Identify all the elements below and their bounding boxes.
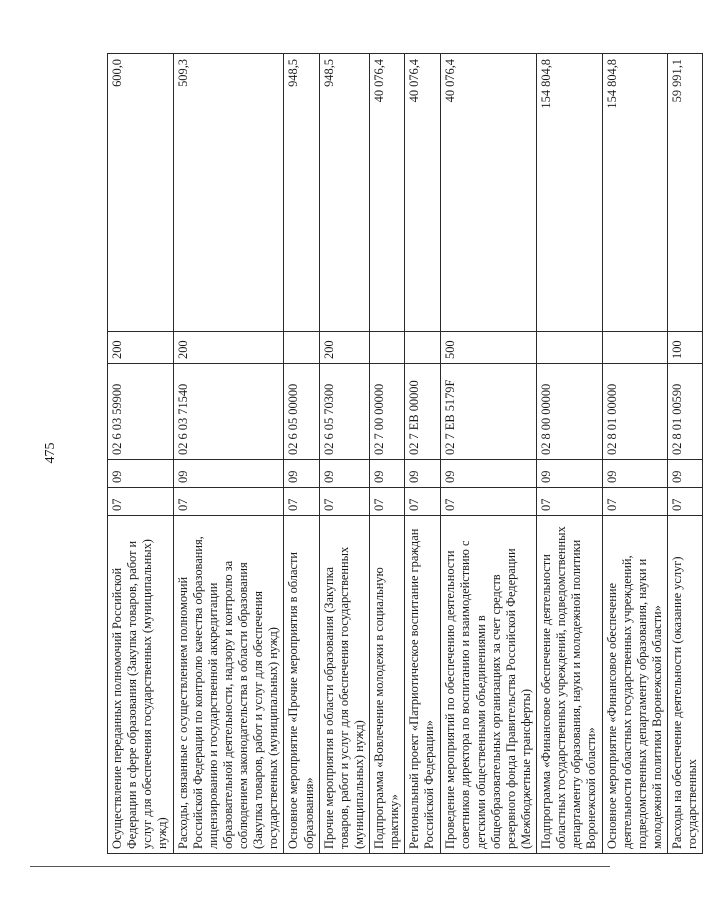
row-target-article: 02 7 00 00000	[370, 364, 405, 460]
table-row	[370, 54, 405, 854]
table-row	[441, 54, 537, 854]
row-subsection: 09	[108, 460, 174, 488]
table-row	[319, 54, 369, 854]
row-section: 07	[405, 488, 441, 516]
row-subsection: 09	[284, 460, 319, 488]
row-expense-type: 200	[108, 332, 174, 364]
row-expense-type: 500	[441, 332, 537, 364]
row-target-article: 02 6 03 59900	[108, 364, 174, 460]
row-name: Региональный проект «Патриотическое воспитание граждан Российской Федерации»	[405, 516, 441, 854]
table-row	[668, 54, 703, 854]
row-amount: 948,5	[284, 54, 319, 332]
row-expense-type	[602, 332, 668, 364]
row-amount: 40 076,4	[370, 54, 405, 332]
row-amount: 40 076,4	[405, 54, 441, 332]
budget-table	[107, 54, 700, 854]
table-row	[284, 54, 319, 854]
row-subsection: 09	[537, 460, 603, 488]
row-section: 07	[173, 488, 284, 516]
row-name: Расходы, связанные с осуществлением полномочий Российской Федерации по контролю качества образования, лицензированию и государственной аккредитации образовательной деятельности, надзору и контролю за соблюдением законодательства в области образования (Закупка товаров, работ и услуг для обеспечения государственных (муниципальных) нужд)	[173, 516, 284, 854]
table-row	[602, 54, 668, 854]
row-name: Осуществление переданных полномочий Российской Федерации в сфере образования (Закупка товаров, работ и услуг для обеспечения государственных (муниципальных) нужд)	[108, 516, 174, 854]
row-subsection: 09	[173, 460, 284, 488]
row-amount: 948,5	[319, 54, 369, 332]
row-section: 07	[602, 488, 668, 516]
row-expense-type: 200	[173, 332, 284, 364]
row-name: Проведение мероприятий по обеспечению деятельности советников директора по воспитанию и взаимодействию с детскими общественными объединениями в общеобразовательных организациях за счет средств резервного фонда Правительства Российской Федерации (Межбюджетные трансферты)	[441, 516, 537, 854]
row-target-article: 02 6 05 70300	[319, 364, 369, 460]
row-name: Подпрограмма «Вовлечение молодежи в социальную практику»	[370, 516, 405, 854]
row-target-article: 02 8 01 00590	[668, 364, 703, 460]
row-target-article: 02 8 00 00000	[537, 364, 603, 460]
row-expense-type: 100	[668, 332, 703, 364]
row-section: 07	[441, 488, 537, 516]
row-section: 07	[284, 488, 319, 516]
row-expense-type	[537, 332, 603, 364]
row-name: Основное мероприятие «Финансовое обеспечение деятельности областных государственных учреждений, подведомственных департаменту образования, науки и молодежной политики Воронежской области»	[602, 516, 668, 854]
row-target-article: 02 8 01 00000	[602, 364, 668, 460]
row-amount: 40 076,4	[441, 54, 537, 332]
row-subsection: 09	[441, 460, 537, 488]
row-amount: 154 804,8	[602, 54, 668, 332]
row-target-article: 02 6 03 71540	[173, 364, 284, 460]
row-section: 07	[537, 488, 603, 516]
row-amount: 600,0	[108, 54, 174, 332]
row-target-article: 02 7 ЕВ 5179F	[441, 364, 537, 460]
row-subsection: 09	[370, 460, 405, 488]
table-row	[537, 54, 603, 854]
row-target-article: 02 6 05 00000	[284, 364, 319, 460]
row-amount: 154 804,8	[537, 54, 603, 332]
row-subsection: 09	[668, 460, 703, 488]
row-expense-type	[405, 332, 441, 364]
row-subsection: 09	[405, 460, 441, 488]
row-section: 07	[370, 488, 405, 516]
row-amount: 59 991,1	[668, 54, 703, 332]
row-name: Прочие мероприятия в области образования (Закупка товаров, работ и услуг для обеспечения государственных (муниципальных) нужд)	[319, 516, 369, 854]
row-expense-type	[370, 332, 405, 364]
table-row	[173, 54, 284, 854]
row-section: 07	[668, 488, 703, 516]
row-amount: 509,3	[173, 54, 284, 332]
bottom-divider	[30, 866, 610, 867]
row-name: Основное мероприятие «Прочие мероприятия в области образования»	[284, 516, 319, 854]
row-expense-type	[284, 332, 319, 364]
page-number: 475	[43, 442, 58, 464]
table-row	[405, 54, 441, 854]
row-section: 07	[108, 488, 174, 516]
budget-table-body	[108, 54, 703, 854]
row-section: 07	[319, 488, 369, 516]
row-target-article: 02 7 ЕВ 00000	[405, 364, 441, 460]
row-subsection: 09	[602, 460, 668, 488]
table-row	[108, 54, 174, 854]
row-subsection: 09	[319, 460, 369, 488]
row-expense-type: 200	[319, 332, 369, 364]
row-name: Расходы на обеспечение деятельности (оказание услуг) государственных	[668, 516, 703, 854]
row-name: Подпрограмма «Финансовое обеспечение деятельности областных государственных учреждений, подведомственных департаменту образования, науки и молодежной политики Воронежской области»	[537, 516, 603, 854]
